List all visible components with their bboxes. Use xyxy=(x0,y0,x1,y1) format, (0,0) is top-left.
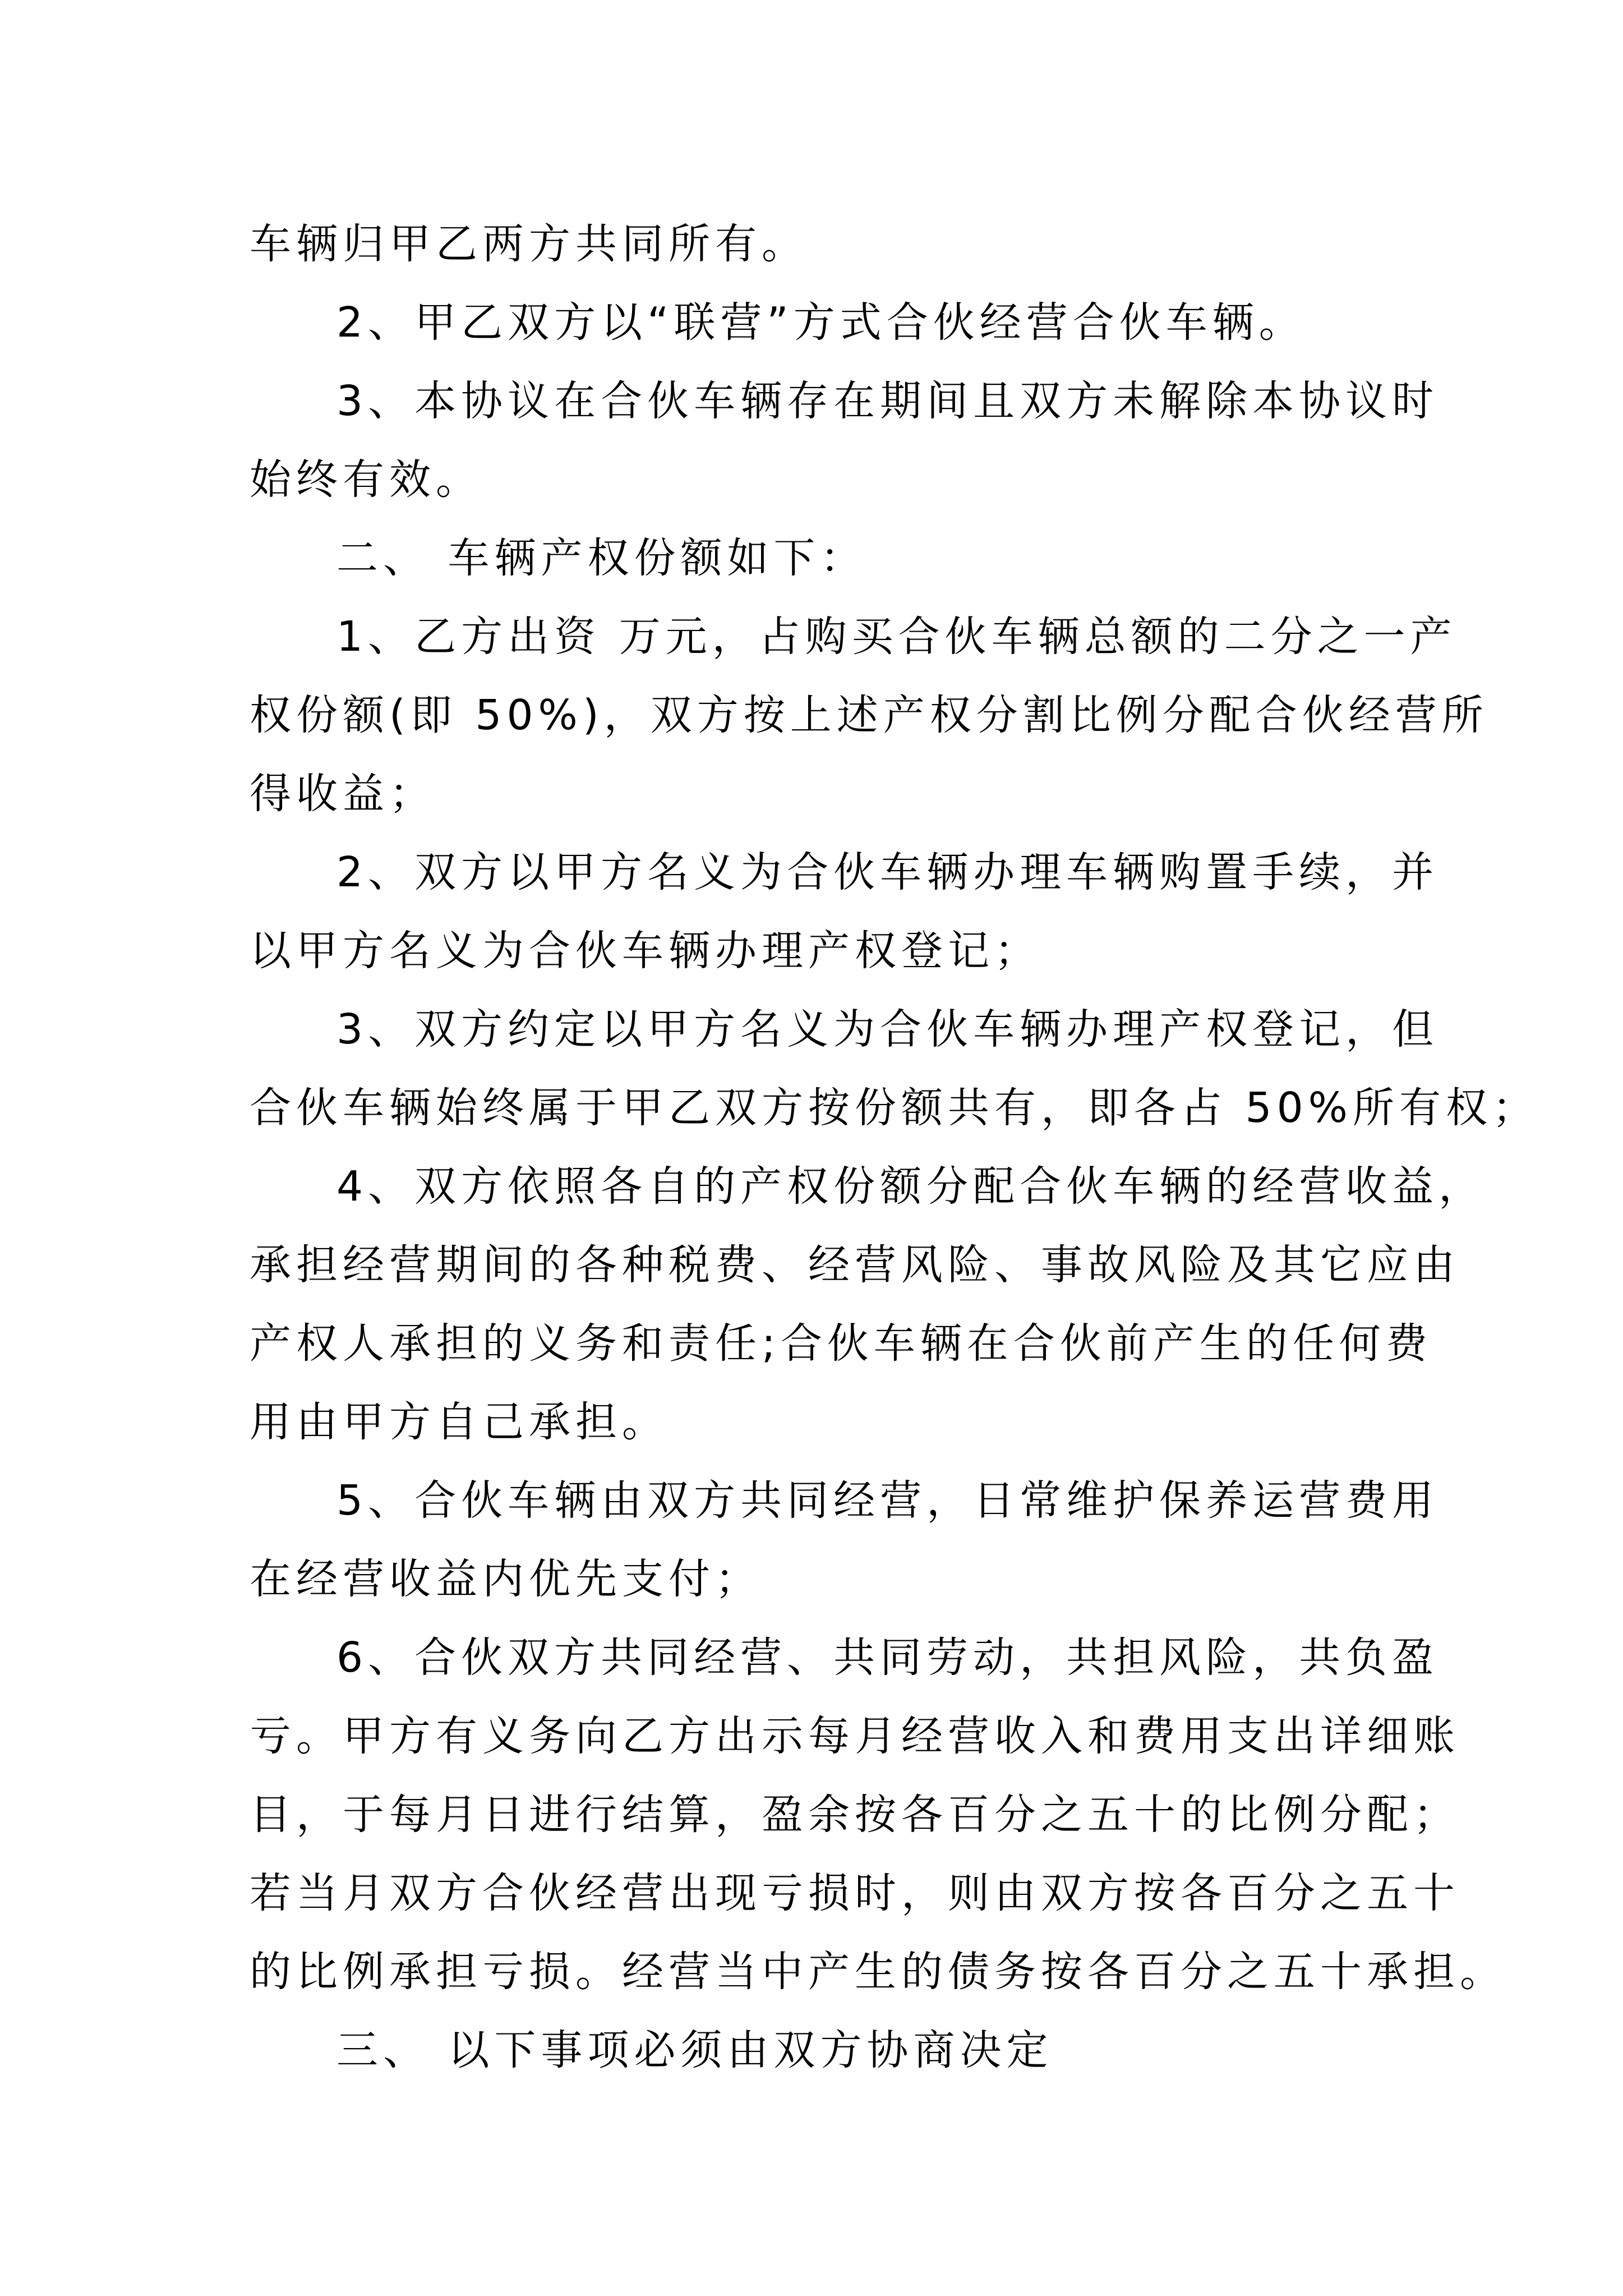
clause-2-3: 3、双方约定以甲方名义为合伙车辆办理产权登记，但 xyxy=(336,1005,1439,1053)
clause-2-3-cont: 合伙车辆始终属于甲乙双方按份额共有，即各占 50%所有权； xyxy=(250,1084,1539,1132)
clause-2-2: 2、双方以甲方名义为合伙车辆办理车辆购置手续，并 xyxy=(336,848,1439,896)
clause-2-4-cont-b: 产权人承担的义务和责任;合伙车辆在合伙前产生的任何费 xyxy=(250,1319,1432,1368)
clause-2-6: 6、合伙双方共同经营、共同劳动，共担风险，共负盈 xyxy=(336,1634,1439,1682)
clause-2-1: 1、乙方出资 万元，占购买合伙车辆总额的二分之一产 xyxy=(336,613,1457,661)
clause-2-6-cont-b: 目，于每月日进行结算，盈余按各百分之五十的比例分配； xyxy=(250,1791,1460,1839)
clause-2-6-cont-d: 的比例承担亏损。经营当中产生的债务按各百分之五十承担。 xyxy=(250,1948,1506,1996)
clause-2-6-cont-c: 若当月双方合伙经营出现亏损时，则由双方按各百分之五十 xyxy=(250,1869,1460,1917)
clause-2-4: 4、双方依照各自的产权份额分配合伙车辆的经营收益， xyxy=(336,1162,1486,1211)
clause-1-3-cont: 始终有效。 xyxy=(250,455,482,504)
section-2-heading: 二、 车辆产权份额如下： xyxy=(336,534,867,582)
clause-2-6-cont-a: 亏。甲方有义务向乙方出示每月经营收入和费用支出详细账 xyxy=(250,1712,1460,1760)
clause-1-3: 3、本协议在合伙车辆存在期间且双方未解除本协议时 xyxy=(336,377,1439,425)
section-3-heading: 三、 以下事项必须由双方协商决定 xyxy=(336,2026,1053,2074)
clause-2-1-cont-b: 得收益； xyxy=(250,770,436,818)
clause-2-1-cont-a: 权份额(即 50%)，双方按上述产权分割比例分配合伙经营所 xyxy=(250,691,1488,739)
text-line-continuation: 车辆归甲乙两方共同所有。 xyxy=(250,220,808,268)
clause-2-4-cont-c: 用由甲方自己承担。 xyxy=(250,1398,668,1446)
clause-2-5: 5、合伙车辆由双方共同经营，日常维护保养运营费用 xyxy=(336,1476,1439,1525)
clause-2-5-cont: 在经营收益内优先支付； xyxy=(250,1555,762,1603)
clause-1-2: 2、甲乙双方以“联营”方式合伙经营合伙车辆。 xyxy=(336,298,1306,347)
clause-2-2-cont: 以甲方名义为合伙车辆办理产权登记； xyxy=(250,927,1041,975)
clause-2-4-cont-a: 承担经营期间的各种税费、经营风险、事故风险及其它应由 xyxy=(250,1241,1460,1289)
